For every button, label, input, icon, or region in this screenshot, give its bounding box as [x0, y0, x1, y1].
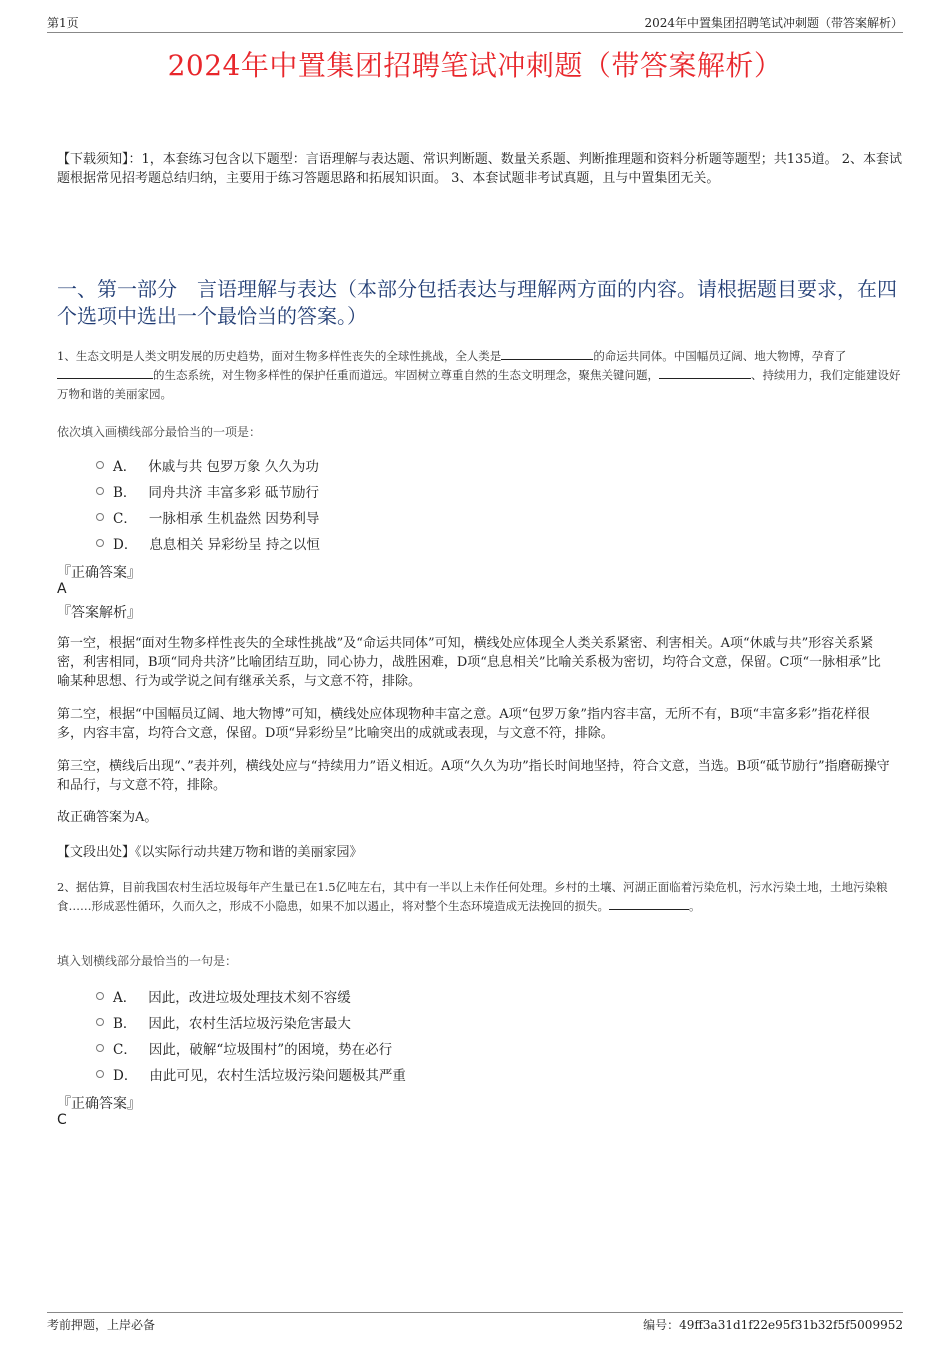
analysis-label: 『答案解析』: [57, 605, 141, 621]
question-2-prompt: 填入划横线部分最恰当的一句是：: [57, 954, 238, 968]
answer-label: 『正确答案』: [57, 565, 141, 581]
page-number: 第1页: [47, 16, 79, 30]
blank-2: [57, 366, 153, 379]
radio-icon[interactable]: [96, 1018, 104, 1026]
option-a[interactable]: A． 因此，改进垃圾处理技术刻不容缓: [96, 983, 406, 1009]
section-title: 一、第一部分 言语理解与表达（本部分包括表达与理解两方面的内容。请根据题目要求，在四个选项中选出一个最恰当的答案。）: [57, 277, 897, 328]
analysis-paragraph-1: 第一空，根据“面对生物多样性丧失的全球性挑战”及“命运共同体”可知，横线处应体现全人类关系紧密、利害相关。A项“休戚与共”形容关系紧密，利害相同，B项“同舟共济”比喻团结互助，同心协力，战胜困难，D项“息息相关”比喻关系极为密切，均符合文意，保留。C项“一脉相承”比喻某种思想、行为或学说之间有继承关系，与文意不符，排除。: [57, 636, 881, 689]
answer-label: 『正确答案』: [57, 1096, 141, 1112]
radio-icon[interactable]: [96, 992, 104, 1000]
download-notice: 【下载须知】：1，本套练习包含以下题型：言语理解与表达题、常识判断题、数量关系题、判断推理题和资料分析题等题型；共135道。 2、本套试题根据常见招考题总结归纳，主要用于练习答题思路和拓展知识面。 3、本套试题非考试真题，且与中置集团无关。: [57, 152, 902, 186]
question-2-options: [96, 983, 406, 1087]
page-footer: [47, 1312, 903, 1333]
document-title: 2024年中置集团招聘笔试冲刺题（带答案解析）: [167, 49, 783, 82]
question-1-text: 1、生态文明是人类文明发展的历史趋势，面对生物多样性丧失的全球性挑战，全人类是 的命运共同体。中国幅员辽阔、地大物博，孕育了的生态系统，对生物多样性的保护任重而道远。牢固树立尊重自然的生态文明理念，聚焦关键问题， 、持续用力，我们定能建设好万物和谐的美丽家园。: [57, 349, 901, 401]
footer-slogan: 考前押题，上岸必备: [47, 1318, 156, 1332]
page-header: [47, 14, 903, 33]
answer-value: A: [57, 581, 67, 597]
question-1-options: [96, 452, 320, 556]
option-d[interactable]: D． 由此可见，农村生活垃圾污染问题极其严重: [96, 1061, 406, 1087]
footer-serial: 编号：49ff3a31d1f22e95f31b32f5f5009952: [643, 1318, 903, 1332]
header-doc-title: 2024年中置集团招聘笔试冲刺题（带答案解析）: [644, 16, 903, 30]
radio-icon[interactable]: [96, 1044, 104, 1052]
option-d[interactable]: D． 息息相关 异彩纷呈 持之以恒: [96, 530, 320, 556]
analysis-paragraph-2: 第二空，根据“中国幅员辽阔、地大物博”可知，横线处应体现物种丰富之意。A项“包罗万象”指内容丰富，无所不有，B项“丰富多彩”指花样很多，内容丰富，均符合文意，保留。D项“异彩纷呈”比喻突出的成就或表现，与文意不符，排除。: [57, 707, 870, 741]
radio-icon[interactable]: [96, 539, 104, 547]
option-b[interactable]: B． 因此，农村生活垃圾污染危害最大: [96, 1009, 406, 1035]
analysis-paragraph-3: 第三空，横线后出现“、”表并列，横线处应与“持续用力”语义相近。A项“久久为功”指长时间地坚持，符合文意，当选。B项“砥节励行”指磨砺操守和品行，与文意不符，排除。: [57, 759, 890, 793]
option-c[interactable]: C． 一脉相承 生机盎然 因势利导: [96, 504, 320, 530]
blank-4: [609, 897, 689, 910]
option-c[interactable]: C． 因此，破解“垃圾围村”的困境，势在必行: [96, 1035, 406, 1061]
radio-icon[interactable]: [96, 513, 104, 521]
source-citation: 【文段出处】《以实际行动共建万物和谐的美丽家园》: [57, 845, 363, 860]
analysis-conclusion: 故正确答案为A。: [57, 810, 158, 825]
blank-3: [659, 366, 751, 379]
radio-icon[interactable]: [96, 461, 104, 469]
blank-1: [501, 347, 593, 360]
radio-icon[interactable]: [96, 487, 104, 495]
answer-value: C: [57, 1112, 67, 1128]
radio-icon[interactable]: [96, 1070, 104, 1078]
option-a[interactable]: A． 休戚与共 包罗万象 久久为功: [96, 452, 320, 478]
question-1-prompt: 依次填入画横线部分最恰当的一项是：: [57, 425, 262, 439]
question-2-text: 2、据估算，目前我国农村生活垃圾每年产生量已在1.5亿吨左右，其中有一半以上未作任何处理。乡村的土壤、河湖正面临着污染危机，污水污染土地，土地污染粮食……形成恶性循环，久而久之，形成不小隐患，如果不加以遏止，将对整个生态环境造成无法挽回的损失。 。: [57, 880, 888, 913]
option-b[interactable]: B． 同舟共济 丰富多彩 砥节励行: [96, 478, 320, 504]
